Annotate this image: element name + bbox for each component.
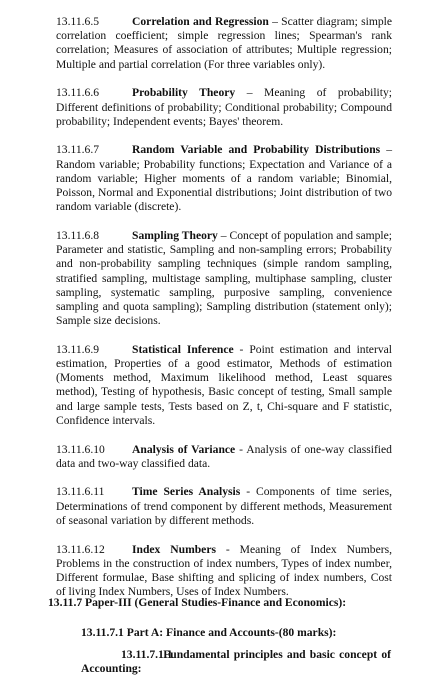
section-index-numbers [56,543,392,600]
section-separator: – [268,15,282,28]
section-correlation-regression [56,15,392,72]
section-title: Time Series Analysis [132,485,241,499]
section-title: Random Variable and Probability Distributions [132,143,381,157]
subsection-heading [81,648,391,676]
section-separator: – [235,86,265,100]
section-separator: - [215,542,240,556]
subsection-title: Fundamental principles and basic concept of Accounting: [81,648,391,676]
section-title: Correlation and Regression [132,15,269,28]
section-body: Point estimation and interval estimation, Properties of a good estimator, Methods of estimation (Moments method, Maximum likelihood method, Least squares method), Testing of hypothesis, Basic concept of testing, Small sample and large sample tests, Tests based on Z, t, Chi-square and F statistic, Confidence intervals. [56,342,392,427]
section-number: 13.11.6.7 [56,143,100,157]
section-title: Probability Theory [132,86,236,100]
section-body: – Random variable; Probability functions; Expectation and Variance of a random variable; Higher moments of a random variable; Binomial, Poisson, Normal and Exponential distributions; Joint distribution of two random variable (discrete). [56,143,392,214]
section-time-series [56,485,392,528]
section-title: Index Numbers [132,542,216,556]
section-body: Analysis of one-way classified data and two-way classified data. [56,442,392,470]
section-sampling-theory [56,229,392,328]
section-analysis-of-variance [56,443,392,471]
section-title: Sampling Theory [132,228,218,242]
section-body: Meaning of Index Numbers, Problems in the construction of index numbers, Types of index number, Different formulae, Base shifting and splicing of index numbers, Cost of living Index Numbers, Uses of Index Numbers. [56,542,392,599]
part-a-heading: 13.11.7.1 Part A: Finance and Accounts-(80 marks): [81,626,337,639]
section-body: Components of time series, Determinations of trend component by different methods, Measurement of seasonal variation by different methods. [56,485,392,527]
section-number: 13.11.6.9 [56,342,100,356]
paper-heading: 13.11.7 Paper-III (General Studies-Finance and Economics): [48,596,347,609]
section-number: 13.11.6.6 [56,86,100,100]
section-number: 13.11.6.5 [56,15,100,28]
section-title: Statistical Inference [132,342,234,356]
section-random-variable [56,143,392,214]
section-number: 13.11.6.10 [56,442,105,456]
section-title: Analysis of Variance [132,442,236,456]
section-body: Scatter diagram; simple correlation coefficient; simple regression lines; Spearman's rank correlation; Measures of association of attributes; Multiple regression; Multiple and partial correlation (For three variables only). [56,15,393,71]
subsection-number: 13.11.7.1.1 [121,648,173,661]
section-separator: – [217,228,230,242]
section-body: Meaning of probability; Different definitions of probability; Conditional probability; Compound probability; Independent events; Bayes' theorem. [56,86,392,128]
syllabus-sections [56,15,392,614]
section-body: Concept of population and sample; Parameter and statistic, Sampling and non-sampling errors; Probability and non-probability sampling techniques (simple random sampling, stratified sampling, multistage sampling, multiphase sampling, cluster sampling, systematic sampling, purposive sampling, convenience sampling and quota sampling); Sampling distribution (statement only); Sample size decisions. [56,228,392,328]
section-separator: - [240,485,257,499]
section-separator: - [233,342,250,356]
section-probability-theory [56,86,392,129]
section-separator: - [235,442,247,456]
section-number: 13.11.6.8 [56,228,100,242]
section-number: 13.11.6.12 [56,542,105,556]
section-number: 13.11.6.11 [56,485,105,499]
section-statistical-inference [56,343,392,428]
